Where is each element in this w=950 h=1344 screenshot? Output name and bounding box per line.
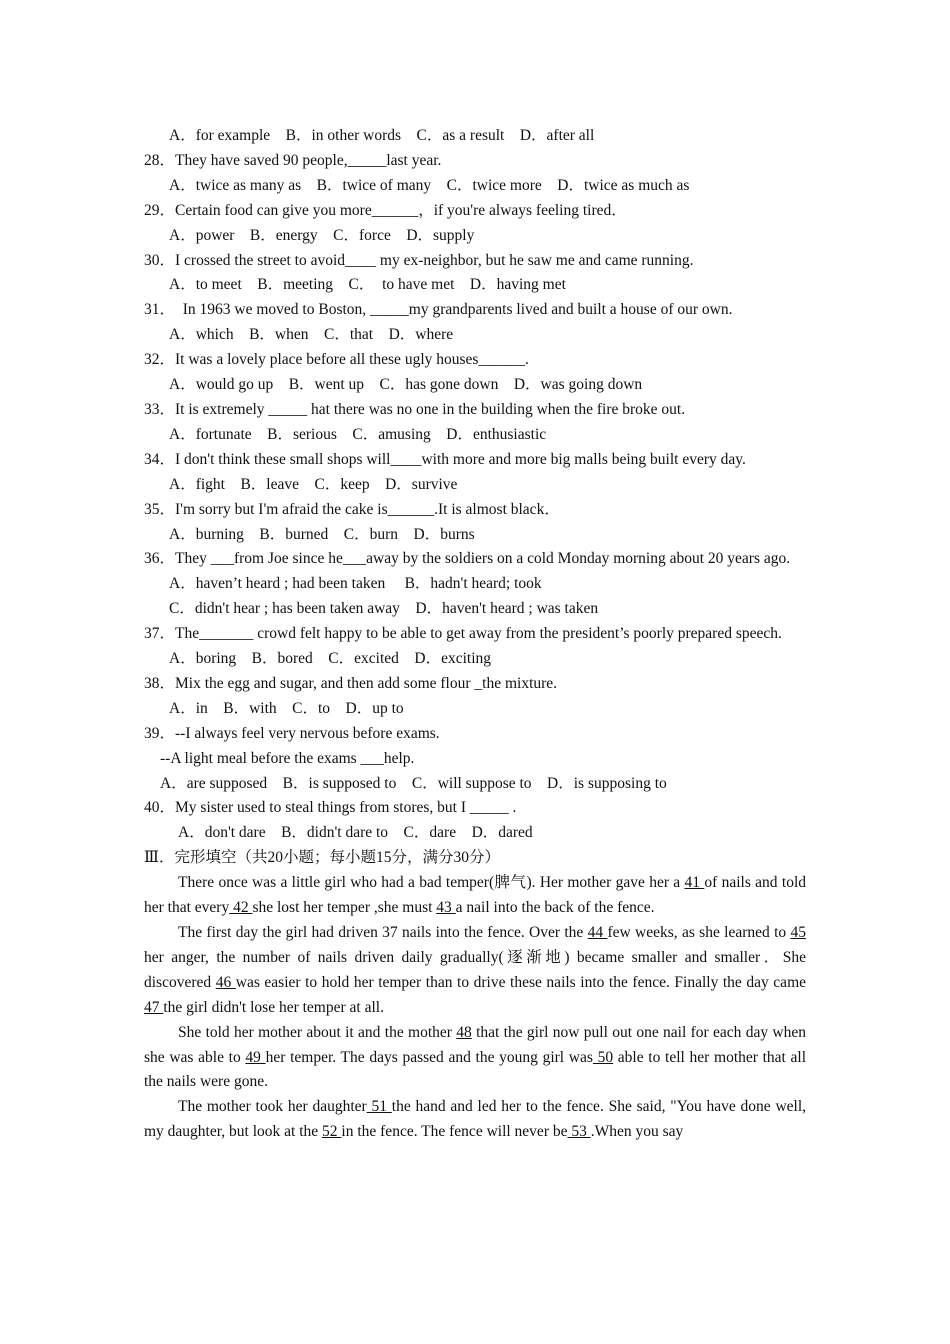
q35-stem: 35．I'm sorry but I'm afraid the cake is______.It is almost black． — [144, 500, 560, 518]
blank-46: 46 — [215, 973, 236, 991]
q37-stem: 37．The_______ crowd felt happy to be able to get away from the president’s poorly prepared speech. — [144, 625, 782, 643]
blank-42: 42 — [229, 899, 253, 917]
q40-stem: 40．My sister used to steal things from stores, but I _____ . — [144, 799, 517, 817]
blank-43: 43 — [436, 899, 456, 917]
q30-stem: 30．I crossed the street to avoid____ my ex-neighbor, but he saw me and came running. — [144, 251, 694, 269]
blank-41: 41 — [684, 874, 705, 892]
q39-reply: --A light meal before the exams ___help. — [160, 749, 415, 767]
q36-options-2: C．didn't hear ; has been taken away D．haven't heard ; was taken — [169, 600, 599, 618]
blank-44: 44 — [587, 924, 608, 941]
q28-options: A．twice as many as B．twice of many C．twice more D．twice as much as — [169, 176, 690, 194]
q39-stem: 39．--I always feel very nervous before exams. — [144, 724, 440, 742]
q29-options: A．power B．energy C．force D．supply — [169, 226, 475, 244]
q33-options: A．fortunate B．serious C．amusing D．enthusiastic — [169, 425, 547, 443]
cloze-paragraph-3 — [144, 1021, 806, 1096]
q39-options: A．are supposed B．is supposed to C．will suppose to D．is supposing to — [160, 774, 667, 792]
q30-options: A．to meet B．meeting C． to have met D．having met — [169, 276, 566, 294]
q29-stem: 29．Certain food can give you more______，if you're always feeling tired． — [144, 201, 627, 219]
q38-options: A．in B．with C．to D．up to — [169, 699, 404, 717]
blank-51: 51 — [366, 1098, 392, 1116]
blank-47: 47 — [144, 998, 164, 1016]
q36-stem: 36．They ___from Joe since he___away by the soldiers on a cold Monday morning about 20 years ago. — [144, 550, 791, 568]
q31-options: A．which B．when C．that D．where — [169, 326, 454, 344]
cloze-text: The mother took her daughter — [178, 1098, 367, 1116]
cloze-text: the hand and led her to the fence. She said, "You have done well, my daughter, but look at the — [144, 1098, 807, 1141]
blank-49: 49 — [245, 1048, 266, 1066]
cloze-text: a nail into the back of the fence. — [455, 899, 655, 917]
q36-options-1: A．haven’t heard ; had been taken B．hadn't heard; took — [169, 575, 542, 593]
cloze-paragraph-2 — [144, 921, 806, 1021]
cloze-text: her temper. The days passed and the young girl was — [265, 1048, 593, 1066]
cloze-paragraph-4 — [144, 1095, 806, 1145]
cloze-text: The first day the girl had driven 37 nails into the fence. Over the — [178, 924, 588, 941]
blank-50: 50 — [592, 1048, 614, 1066]
section-3-title: Ⅲ．完形填空（共20小题；每小题15分，满分30分） — [144, 849, 500, 867]
q32-options: A．would go up B．went up C．has gone down D．was going down — [169, 376, 643, 394]
cloze-text: that the girl now pull out one nail for each day when she was able to — [144, 1023, 806, 1066]
cloze-text: able to tell her mother that all the nails were gone. — [144, 1048, 807, 1091]
cloze-text: few weeks, as she learned to — [607, 924, 791, 941]
q33-stem: 33．It is extremely _____ hat there was no one in the building when the fire broke out. — [144, 400, 686, 418]
cloze-text: There once was a little girl who had a bad temper(脾气). Her mother gave her a — [178, 874, 685, 892]
cloze-paragraph-1 — [144, 871, 806, 921]
blank-48: 48 — [456, 1023, 472, 1041]
cloze-text: her anger, the number of nails driven daily gradually(逐渐地) became smaller and smaller．She discovered — [144, 948, 806, 991]
blank-53: 53 — [567, 1123, 591, 1141]
q35-options: A．burning B．burned C．burn D．burns — [169, 525, 475, 543]
exam-page — [144, 124, 806, 1145]
q27-options: A．for example B．in other words C．as a result D．after all — [169, 127, 595, 144]
blank-52: 52 — [322, 1123, 342, 1141]
cloze-text: was easier to hold her temper than to drive these nails into the fence. Finally the day came — [235, 973, 807, 991]
q32-stem: 32．It was a lovely place before all these ugly houses______. — [144, 351, 529, 369]
q38-stem: 38．Mix the egg and sugar, and then add some flour _the mixture. — [144, 674, 558, 692]
q28-stem: 28．They have saved 90 people,_____last year. — [144, 151, 442, 169]
cloze-text: the girl didn't lose her temper at all. — [163, 998, 384, 1016]
q31-stem: 31． In 1963 we moved to Boston, _____my grandparents lived and built a house of our own. — [144, 301, 733, 319]
blank-45: 45 — [790, 924, 806, 941]
cloze-text: she lost her temper ,she must — [252, 899, 437, 917]
q37-options: A．boring B．bored C．excited D．exciting — [169, 650, 492, 668]
q34-options: A．fight B．leave C．keep D．survive — [169, 475, 458, 493]
cloze-text: in the fence. The fence will never be — [341, 1123, 568, 1141]
cloze-text: She told her mother about it and the mother — [178, 1023, 457, 1041]
cloze-text: of nails and told her that every — [144, 874, 806, 917]
cloze-text: .When you say — [590, 1123, 684, 1141]
q40-options: A．don't dare B．didn't dare to C．dare D．dared — [178, 824, 533, 842]
q34-stem: 34．I don't think these small shops will____with more and more big malls being built every day. — [144, 450, 746, 468]
